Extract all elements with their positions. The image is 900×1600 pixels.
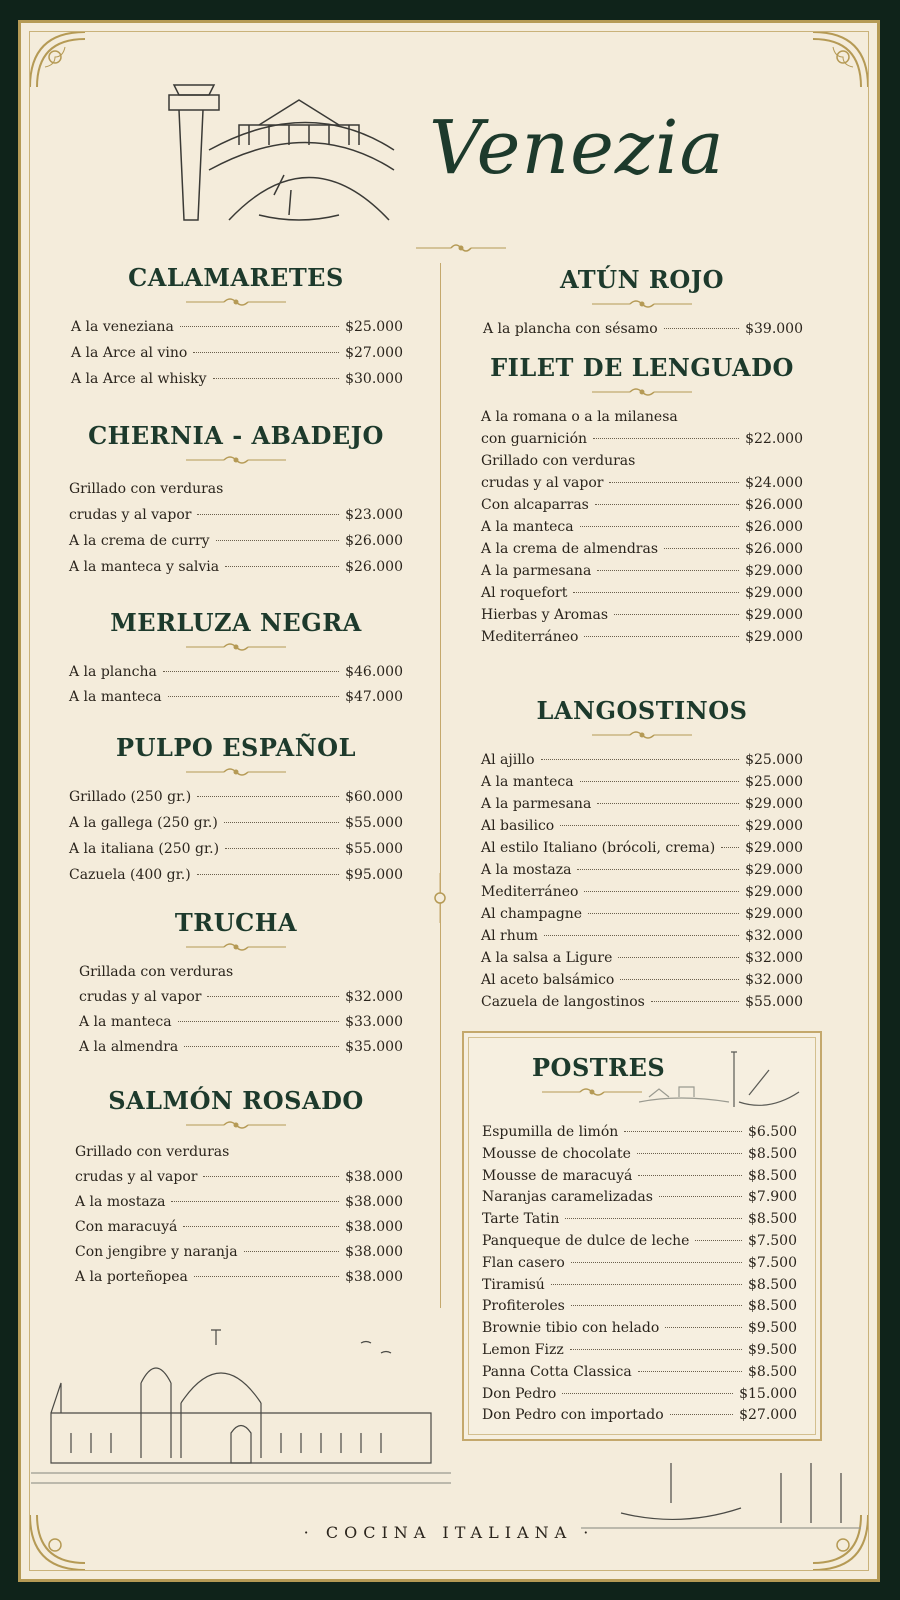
menu-item-price: $29.000 <box>745 563 803 579</box>
menu-section <box>69 263 403 396</box>
leader-dots <box>670 1414 733 1415</box>
menu-item-name: A la porteñopea <box>75 1269 188 1285</box>
flourish-ornament-icon <box>186 296 286 308</box>
menu-item-description: Grillado con verduras <box>481 453 636 469</box>
menu-item-price: $26.000 <box>745 497 803 513</box>
menu-item <box>481 883 803 901</box>
menu-item-price: $9.500 <box>748 1341 797 1358</box>
leader-dots <box>207 996 339 997</box>
menu-section <box>69 421 403 584</box>
menu-item <box>482 1297 797 1315</box>
leader-dots <box>163 671 339 672</box>
leader-dots <box>203 1176 339 1177</box>
menu-item-price: $47.000 <box>345 689 403 705</box>
section-title: POSTRES <box>532 1053 666 1082</box>
menu-item-price: $8.500 <box>748 1167 797 1184</box>
menu-item-name: crudas y al vapor <box>69 507 192 523</box>
menu-item-name: A la manteca <box>69 689 162 705</box>
menu-item-price: $8.500 <box>748 1211 797 1228</box>
menu-item <box>481 949 803 967</box>
menu-item <box>75 1243 403 1261</box>
leader-dots <box>659 1196 742 1197</box>
flourish-ornament-icon <box>542 1086 642 1098</box>
desserts-panel <box>462 1031 822 1441</box>
menu-item-price: $29.000 <box>745 840 803 856</box>
menu-item-price: $8.500 <box>748 1298 797 1315</box>
menu-item-price: $26.000 <box>345 533 403 549</box>
menu-item <box>69 814 403 832</box>
gondola-illustration-icon <box>581 1443 861 1533</box>
leader-dots <box>183 1226 339 1227</box>
menu-item-price: $35.000 <box>345 1039 403 1055</box>
menu-item <box>482 1188 797 1206</box>
menu-section <box>69 733 403 892</box>
menu-item-price: $39.000 <box>745 321 803 337</box>
menu-item-name: Don Pedro con importado <box>482 1407 664 1424</box>
menu-item-price: $29.000 <box>745 629 803 645</box>
menu-item <box>482 1341 797 1359</box>
menu-item <box>483 320 803 338</box>
menu-item <box>481 430 803 448</box>
menu-item-name: A la manteca <box>481 774 574 790</box>
menu-item <box>69 788 403 806</box>
leader-dots <box>593 438 739 439</box>
menu-item-name: A la plancha con sésamo <box>483 321 658 337</box>
flourish-ornament-icon <box>416 241 506 255</box>
menu-item-price: $38.000 <box>345 1219 403 1235</box>
menu-section <box>69 908 403 1063</box>
flourish-ornament-icon <box>186 641 286 653</box>
menu-item <box>482 1232 797 1250</box>
menu-item-price: $8.500 <box>748 1276 797 1293</box>
menu-item-name: A la Arce al vino <box>71 345 188 361</box>
leader-dots <box>584 636 739 637</box>
menu-item-price: $55.000 <box>745 994 803 1010</box>
menu-item-price: $38.000 <box>345 1269 403 1285</box>
menu-item <box>481 628 803 646</box>
menu-item <box>69 688 403 706</box>
menu-item-name: Profiteroles <box>482 1298 565 1315</box>
section-title: FILET DE LENGUADO <box>490 353 794 382</box>
menu-item-price: $6.500 <box>748 1124 797 1140</box>
menu-item-price: $29.000 <box>745 884 803 900</box>
menu-item-price: $22.000 <box>745 431 803 447</box>
leader-dots <box>562 1393 733 1394</box>
menu-item-name: A la parmesana <box>481 796 592 812</box>
menu-item-description: A la romana o a la milanesa <box>481 409 678 425</box>
menu-item-name: Al aceto balsámico <box>481 972 615 988</box>
menu-item-price: $27.000 <box>739 1407 797 1424</box>
menu-item-name: Mediterráneo <box>481 884 579 900</box>
menu-item-price: $46.000 <box>345 664 403 680</box>
menu-item-name: Mousse de chocolate <box>482 1145 631 1162</box>
menu-section <box>69 1086 403 1293</box>
corner-ornament-icon <box>25 27 95 97</box>
divider-ornament-icon <box>432 873 448 923</box>
menu-section <box>69 608 403 713</box>
menu-item-price: $25.000 <box>745 774 803 790</box>
leader-dots <box>544 935 739 936</box>
menu-item-name: crudas y al vapor <box>481 475 604 491</box>
leader-dots <box>665 1327 742 1328</box>
leader-dots <box>197 796 339 797</box>
leader-dots <box>244 1251 340 1252</box>
menu-item <box>481 474 803 492</box>
menu-item-price: $55.000 <box>345 815 403 831</box>
menu-item-name: A la veneziana <box>71 319 174 335</box>
leader-dots <box>614 614 739 615</box>
menu-item-description: Grillado con verduras <box>69 481 224 497</box>
menu-item-price: $23.000 <box>345 507 403 523</box>
menu-item-price: $25.000 <box>745 752 803 768</box>
menu-item-price: $26.000 <box>745 541 803 557</box>
menu-item <box>75 1193 403 1211</box>
menu-item-name: Naranjas caramelizadas <box>482 1189 653 1206</box>
leader-dots <box>580 781 740 782</box>
menu-item <box>79 988 403 1006</box>
menu-item-name: Don Pedro <box>482 1385 557 1402</box>
leader-dots <box>609 482 739 483</box>
leader-dots <box>571 1262 742 1263</box>
gondola-illustration-icon <box>639 1047 809 1117</box>
menu-item-name: A la gallega (250 gr.) <box>69 815 218 831</box>
menu-item-price: $9.500 <box>748 1320 797 1337</box>
leader-dots <box>651 1001 739 1002</box>
section-title: CHERNIA - ABADEJO <box>88 421 384 450</box>
menu-item <box>481 584 803 602</box>
menu-item <box>482 1254 797 1272</box>
menu-item <box>75 1168 403 1186</box>
leader-dots <box>168 696 340 697</box>
leader-dots <box>193 352 339 353</box>
leader-dots <box>224 822 339 823</box>
menu-item-price: $32.000 <box>745 928 803 944</box>
menu-item-name: A la manteca y salvia <box>69 559 220 575</box>
menu-item-price: $38.000 <box>345 1169 403 1185</box>
menu-item-price: $38.000 <box>345 1244 403 1260</box>
leader-dots <box>597 803 739 804</box>
menu-item <box>75 1218 403 1236</box>
menu-item <box>481 496 803 514</box>
menu-item-price: $32.000 <box>745 950 803 966</box>
leader-dots <box>597 570 739 571</box>
menu-item <box>482 1319 797 1337</box>
leader-dots <box>664 328 739 329</box>
menu-item-name: A la mostaza <box>481 862 572 878</box>
menu-item <box>69 558 403 576</box>
menu-item-price: $60.000 <box>345 789 403 805</box>
menu-item-price: $30.000 <box>345 371 403 387</box>
menu-item <box>481 751 803 769</box>
leader-dots <box>580 526 740 527</box>
flourish-ornament-icon <box>186 1119 286 1131</box>
menu-item-name: Brownie tibio con helado <box>482 1320 660 1337</box>
leader-dots <box>213 378 340 379</box>
flourish-ornament-icon <box>592 729 692 741</box>
menu-item-price: $29.000 <box>745 607 803 623</box>
menu-item <box>481 795 803 813</box>
restaurant-title: Venezia <box>429 105 725 191</box>
menu-item <box>481 540 803 558</box>
menu-item <box>482 1363 797 1381</box>
flourish-ornament-icon <box>186 766 286 778</box>
menu-item <box>481 861 803 879</box>
menu-item-name: Al roquefort <box>481 585 568 601</box>
menu-item-name: A la crema de almendras <box>481 541 659 557</box>
leader-dots <box>588 913 739 914</box>
rialto-bridge-illustration-icon <box>159 75 399 230</box>
leader-dots <box>565 1218 742 1219</box>
menu-item-price: $26.000 <box>345 559 403 575</box>
leader-dots <box>624 1131 742 1132</box>
leader-dots <box>171 1201 339 1202</box>
leader-dots <box>180 326 339 327</box>
leader-dots <box>620 979 739 980</box>
leader-dots <box>197 514 339 515</box>
menu-item-name: Con maracuyá <box>75 1219 178 1235</box>
section-title: MERLUZA NEGRA <box>110 608 362 637</box>
menu-item <box>482 1123 797 1141</box>
leader-dots <box>225 848 339 849</box>
footer-text: COCINA ITALIANA <box>325 1523 573 1542</box>
leader-dots <box>216 540 340 541</box>
leader-dots <box>577 869 739 870</box>
menu-item <box>481 817 803 835</box>
menu-item-price: $55.000 <box>345 841 403 857</box>
menu-item <box>482 1167 797 1185</box>
menu-item <box>482 1276 797 1294</box>
leader-dots <box>573 592 739 593</box>
menu-item <box>481 606 803 624</box>
leader-dots <box>197 874 339 875</box>
menu-item <box>482 1210 797 1228</box>
flourish-ornament-icon <box>592 386 692 398</box>
menu-item-description: Grillada con verduras <box>79 964 234 980</box>
section-title: LANGOSTINOS <box>536 696 748 725</box>
menu-item-name: Cazuela (400 gr.) <box>69 867 191 883</box>
menu-item-name: Con jengibre y naranja <box>75 1244 238 1260</box>
menu-item-price: $95.000 <box>345 867 403 883</box>
leader-dots <box>664 548 739 549</box>
menu-item <box>481 562 803 580</box>
menu-item-name: A la italiana (250 gr.) <box>69 841 220 857</box>
leader-dots <box>695 1240 742 1241</box>
leader-dots <box>570 1349 742 1350</box>
venice-cityscape-illustration-icon <box>31 1283 451 1498</box>
menu-item-price: $7.500 <box>748 1254 797 1271</box>
menu-item-price: $25.000 <box>345 319 403 335</box>
menu-item-name: A la crema de curry <box>69 533 210 549</box>
menu-item-name: Lemon Fizz <box>482 1341 564 1358</box>
flourish-ornament-icon <box>186 941 286 953</box>
menu-item <box>79 1013 403 1031</box>
column-divider <box>440 263 441 1308</box>
section-title: TRUCHA <box>174 908 298 937</box>
flourish-ornament-icon <box>186 454 286 466</box>
menu-item-name: Tarte Tatin <box>482 1211 560 1228</box>
menu-item <box>69 506 403 524</box>
menu-item <box>69 663 403 681</box>
menu-item <box>69 840 403 858</box>
menu-item <box>481 905 803 923</box>
footer-tagline: · COCINA ITALIANA · <box>303 1523 595 1542</box>
menu-item-name: Cazuela de langostinos <box>481 994 645 1010</box>
menu-item-name: Panna Cotta Classica <box>482 1363 632 1380</box>
leader-dots <box>595 504 739 505</box>
menu-item-name: A la parmesana <box>481 563 592 579</box>
leader-dots <box>571 1305 742 1306</box>
menu-item-price: $27.000 <box>345 345 403 361</box>
menu-section <box>481 353 803 650</box>
menu-item-name: crudas y al vapor <box>75 1169 198 1185</box>
menu-item-name: A la mostaza <box>75 1194 166 1210</box>
menu-item-name: A la manteca <box>481 519 574 535</box>
section-title: CALAMARETES <box>128 263 344 292</box>
section-title: ATÚN ROJO <box>559 265 724 294</box>
menu-page <box>18 20 880 1582</box>
leader-dots <box>638 1175 742 1176</box>
menu-item-price: $24.000 <box>745 475 803 491</box>
menu-item <box>481 927 803 945</box>
menu-item-name: Hierbas y Aromas <box>481 607 609 623</box>
menu-item-price: $29.000 <box>745 906 803 922</box>
leader-dots <box>584 891 739 892</box>
menu-item <box>71 344 403 362</box>
menu-item-name: A la manteca <box>79 1014 172 1030</box>
menu-item-name: Al estilo Italiano (brócoli, crema) <box>481 840 716 856</box>
flourish-ornament-icon <box>592 298 692 310</box>
menu-item-name: Al champagne <box>481 906 583 922</box>
menu-item-name: con guarnición <box>481 431 588 447</box>
menu-item-name: A la salsa a Ligure <box>481 950 613 966</box>
desserts-list <box>482 1123 797 1428</box>
menu-item-name: Mousse de maracuyá <box>482 1167 633 1184</box>
menu-item-name: Panqueque de dulce de leche <box>482 1232 690 1249</box>
section-title: PULPO ESPAÑOL <box>116 733 356 762</box>
leader-dots <box>721 847 739 848</box>
menu-item-price: $8.500 <box>748 1145 797 1162</box>
menu-item-name: Con alcaparras <box>481 497 589 513</box>
section-title: SALMÓN ROSADO <box>108 1086 364 1115</box>
menu-item <box>482 1145 797 1163</box>
menu-item-price: $7.900 <box>748 1189 797 1206</box>
leader-dots <box>184 1046 339 1047</box>
menu-section <box>481 265 803 346</box>
menu-item-description: Grillado con verduras <box>75 1144 230 1160</box>
menu-item <box>482 1406 797 1424</box>
menu-item-name: A la Arce al whisky <box>71 371 207 387</box>
leader-dots <box>618 957 739 958</box>
menu-item-price: $29.000 <box>745 796 803 812</box>
menu-item <box>482 1385 797 1403</box>
menu-item-price: $32.000 <box>345 989 403 1005</box>
leader-dots <box>225 566 339 567</box>
menu-item-name: Al basilico <box>481 818 555 834</box>
menu-item-name: Espumilla de limón <box>482 1124 619 1140</box>
menu-item-price: $38.000 <box>345 1194 403 1210</box>
menu-item-price: $29.000 <box>745 585 803 601</box>
menu-item <box>481 773 803 791</box>
menu-item-price: $29.000 <box>745 818 803 834</box>
menu-item-name: Al ajillo <box>481 752 535 768</box>
menu-item-name: Grillado (250 gr.) <box>69 789 192 805</box>
menu-item <box>71 318 403 336</box>
leader-dots <box>637 1153 742 1154</box>
menu-item <box>69 532 403 550</box>
menu-item-name: Mediterráneo <box>481 629 579 645</box>
menu-item-name: Flan casero <box>482 1254 565 1271</box>
menu-item <box>481 839 803 857</box>
menu-item-name: Al rhum <box>481 928 539 944</box>
menu-item-price: $26.000 <box>745 519 803 535</box>
menu-item-name: crudas y al vapor <box>79 989 202 1005</box>
corner-ornament-icon <box>803 27 873 97</box>
leader-dots <box>551 1284 742 1285</box>
menu-item-price: $32.000 <box>745 972 803 988</box>
menu-item-price: $29.000 <box>745 862 803 878</box>
menu-item <box>71 370 403 388</box>
menu-item-price: $33.000 <box>345 1014 403 1030</box>
menu-item-price: $15.000 <box>739 1385 797 1402</box>
leader-dots <box>638 1371 742 1372</box>
menu-item <box>481 518 803 536</box>
menu-item-name: Tiramisú <box>482 1276 545 1293</box>
menu-item <box>69 866 403 884</box>
menu-section <box>481 696 803 1015</box>
leader-dots <box>178 1021 340 1022</box>
leader-dots <box>194 1276 339 1277</box>
menu-item-price: $7.500 <box>748 1232 797 1249</box>
menu-item-price: $8.500 <box>748 1363 797 1380</box>
menu-item <box>481 971 803 989</box>
menu-item-name: A la almendra <box>79 1039 179 1055</box>
leader-dots <box>541 759 740 760</box>
leader-dots <box>560 825 739 826</box>
menu-item-name: A la plancha <box>69 664 157 680</box>
menu-item <box>481 993 803 1011</box>
menu-item <box>79 1038 403 1056</box>
